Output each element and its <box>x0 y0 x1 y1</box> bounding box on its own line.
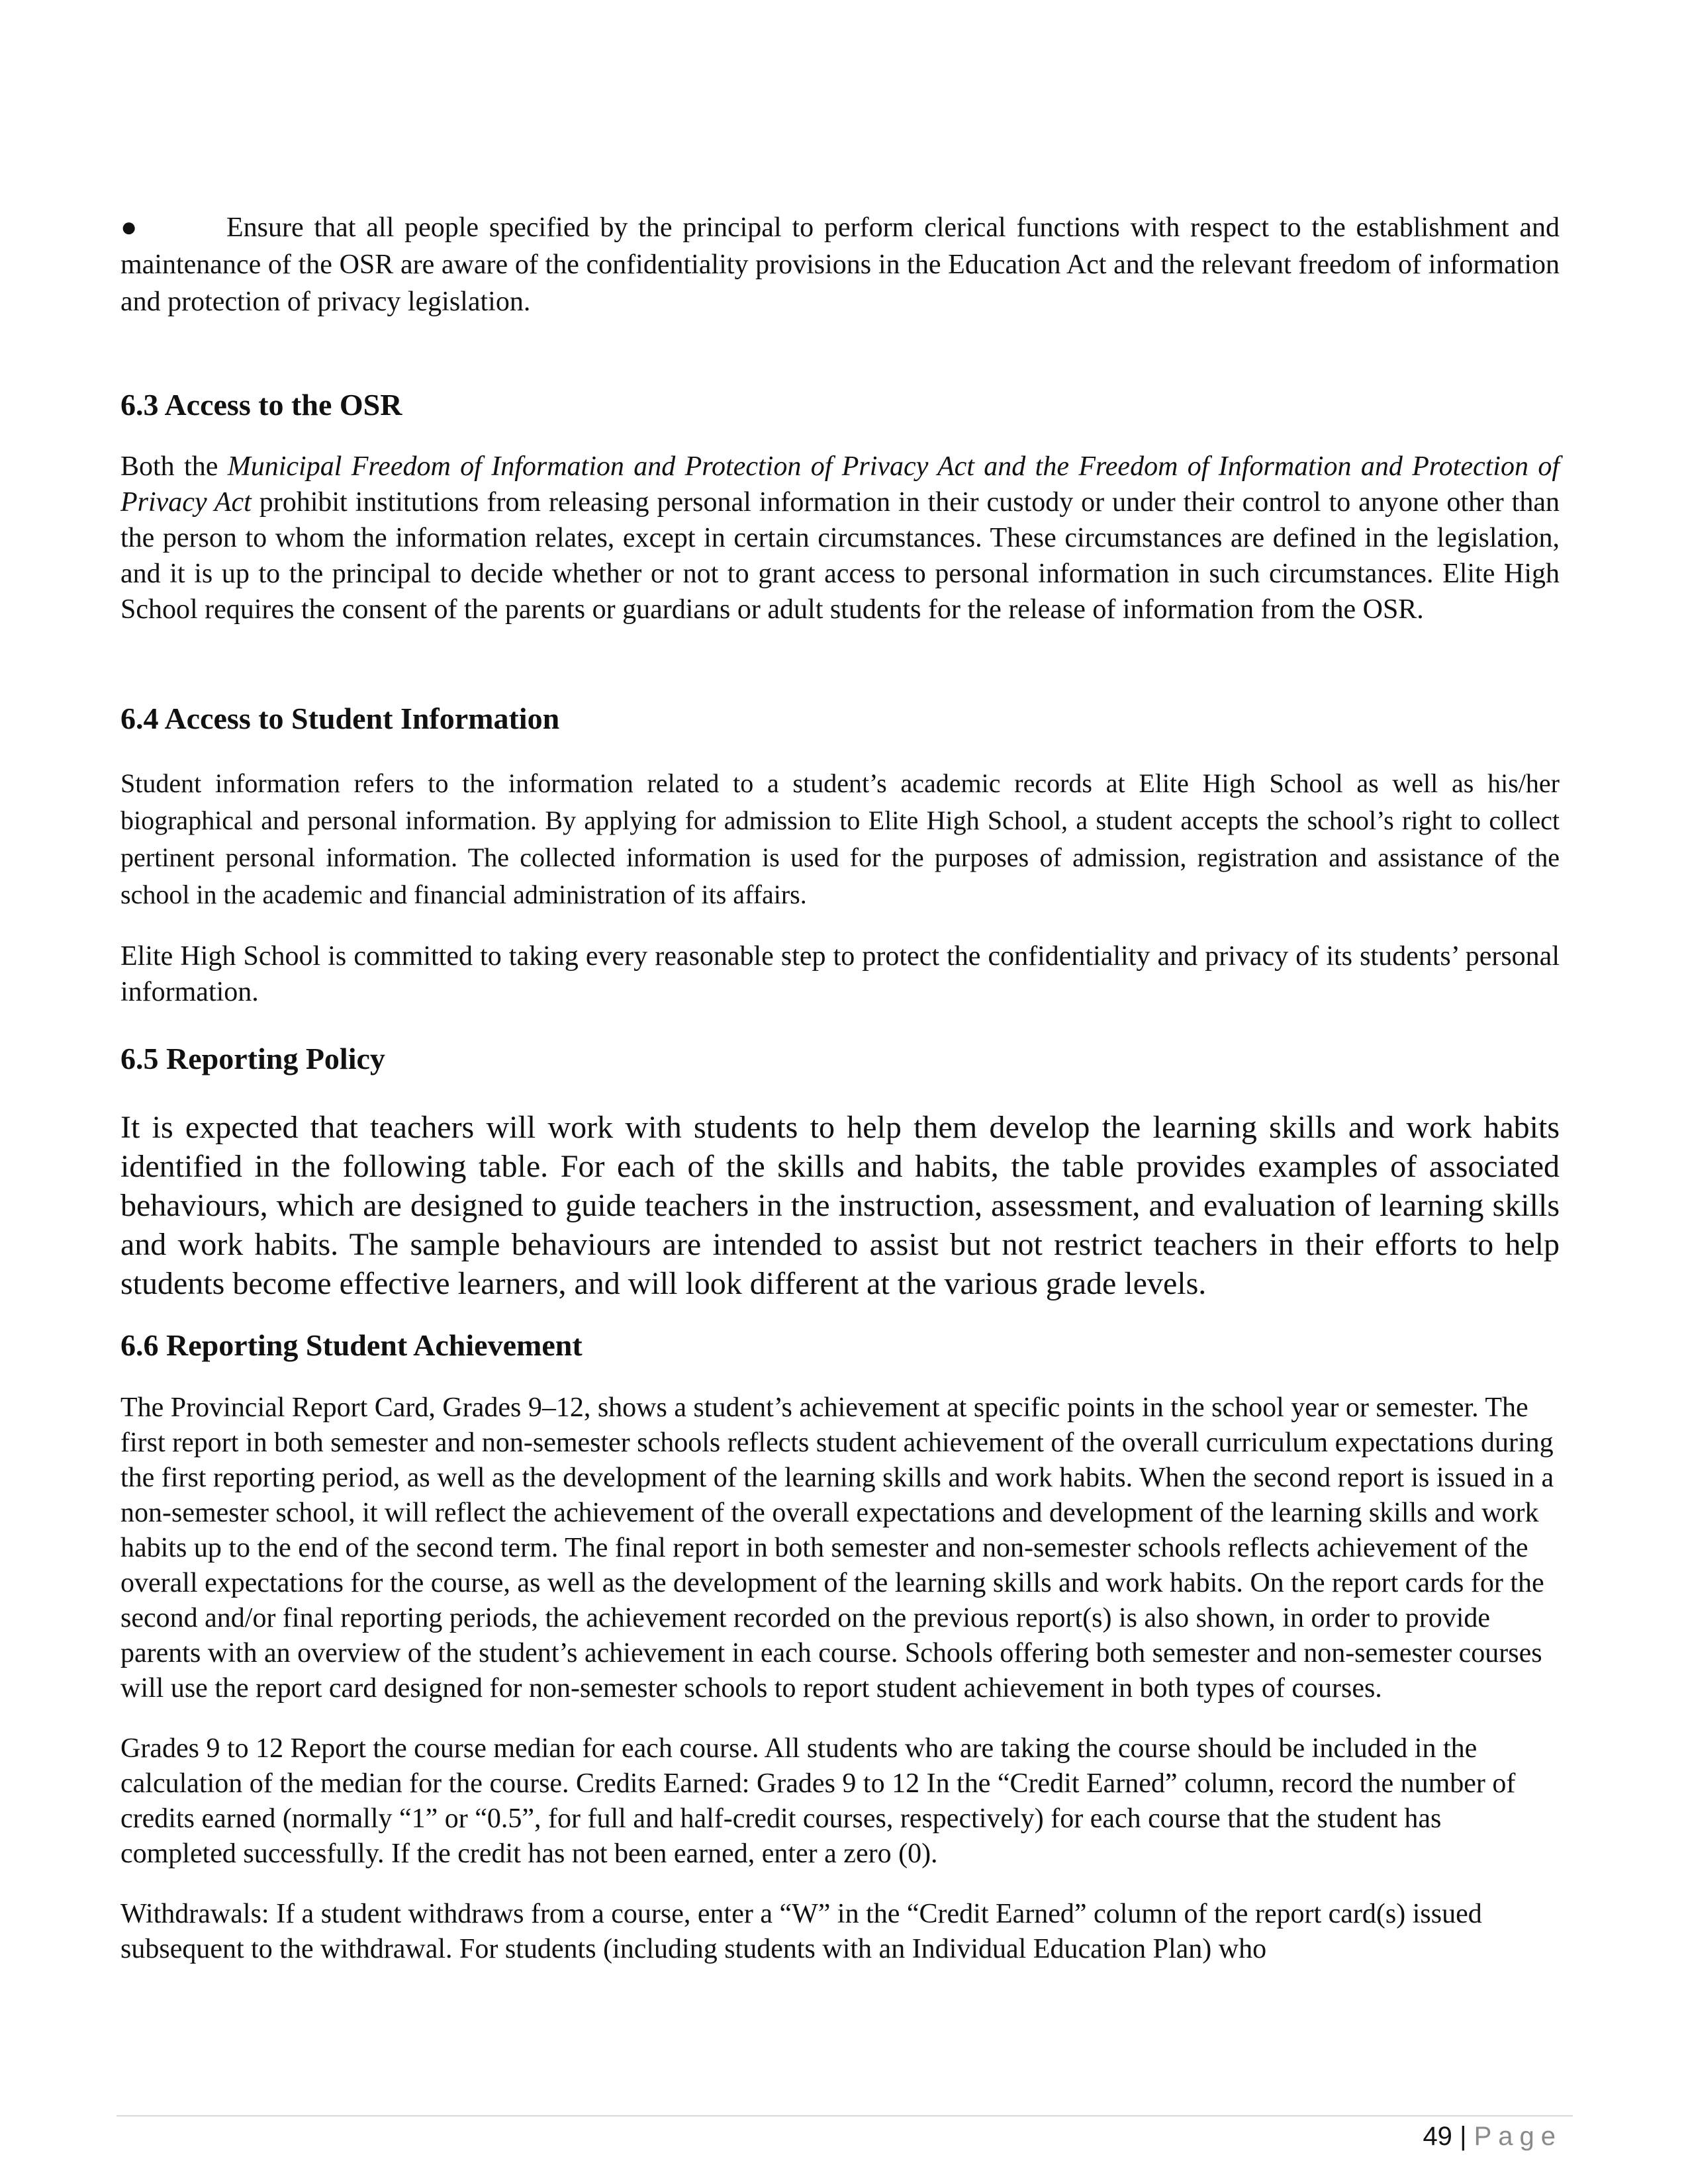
section-6-6-paragraph-2: Grades 9 to 12 Report the course median for each course. All students who are taking the course should be included in the calculation of the median for the course. Credits Earned: Grades 9 to 12 In the “Credit Earned” column, record the number of credits earned (normally “1” or “0.5”, for full and half-credit courses, respectively) for each course that the student has completed successfully. If the credit has not been earned, enter a zero (0). <box>120 1733 1516 1869</box>
section-6-6-paragraph-1: The Provincial Report Card, Grades 9–12, shows a student’s achievement at specific points in the school year or semester. The first report in both semester and non-semester schools reflects student achievement of the overall curriculum expectations during the first reporting period, as well as the development of the learning skills and work habits. When the second report is issued in a non-semester school, it will reflect the achievement of the overall expectations and development of the learning skills and work habits up to the end of the second term. The final report in both semester and non-semester schools reflects achievement of the overall expectations for the course, as well as the development of the learning skills and work habits. On the report cards for the second and/or final reporting periods, the achievement recorded on the previous report(s) is also shown, in order to provide parents with an overview of the student’s achievement in each course. Schools offering both semester and non-semester courses will use the report card designed for non-semester schools to report student achievement in both types of courses. <box>120 1392 1554 1704</box>
section-6-3-paragraph <box>120 449 1560 627</box>
bullet-icon: ● <box>120 212 138 243</box>
section-heading-6-4: 6.4 Access to Student Information <box>120 702 560 735</box>
page-number: 49 <box>1423 2122 1452 2151</box>
section-heading-6-6: 6.6 Reporting Student Achievement <box>120 1328 583 1362</box>
section-heading-6-3: 6.3 Access to the OSR <box>120 388 402 422</box>
document-page <box>120 209 1560 1967</box>
page-footer <box>1423 2122 1562 2152</box>
page-word: Page <box>1474 2122 1562 2151</box>
footer-separator: | <box>1460 2122 1467 2151</box>
section-6-5-paragraph: It is expected that teachers will work with students to help them develop the learning skills and work habits identified in the following table. For each of the skills and habits, the table provides examples of associated behaviours, which are designed to guide teachers in the instruction, assessment, and evaluation of learning skills and work habits. The sample behaviours are intended to assist but not restrict teachers in their efforts to help students become effective learners, and will look different at the various grade levels. <box>120 1110 1560 1301</box>
section-6-3-act-names: Municipal Freedom of Information and Protection of Privacy Act and the Freedom of Information and Protection of Privacy Act <box>120 451 1560 518</box>
section-heading-6-5: 6.5 Reporting Policy <box>120 1042 385 1075</box>
bullet-paragraph <box>120 209 1560 320</box>
bullet-text: Ensure that all people specified by the principal to perform clerical functions with respect to the establishment and maintenance of the OSR are aware of the confidentiality provisions in the Education Act and the relevant freedom of information and protection of privacy legislation. <box>120 212 1560 317</box>
section-6-6-paragraph-3: Withdrawals: If a student withdraws from a course, enter a “W” in the “Credit Earned” column of the report card(s) issued subsequent to the withdrawal. For students (including students with an Individual Education Plan) who <box>120 1899 1482 1964</box>
section-6-4-paragraph-2: Elite High School is committed to taking every reasonable step to protect the confidentiality and privacy of its students’ personal information. <box>120 941 1560 1007</box>
section-6-3-lead: Both the <box>120 451 228 482</box>
section-6-4-paragraph-1: Student information refers to the information related to a student’s academic records at Elite High School as well as his/her biographical and personal information. By applying for admission to Elite High School, a student accepts the school’s right to collect pertinent personal information. The collected information is used for the purposes of admission, registration and assistance of the school in the academic and financial administration of its affairs. <box>120 768 1560 909</box>
footer-divider <box>117 2115 1573 2116</box>
section-6-3-rest: prohibit institutions from releasing personal information in their custody or under their control to anyone other than the person to whom the information relates, except in certain circumstances. These circumstances are defined in the legislation, and it is up to the principal to decide whether or not to grant access to personal information in such circumstances. Elite High School requires the consent of the parents or guardians or adult students for the release of information from the OSR. <box>120 487 1560 625</box>
